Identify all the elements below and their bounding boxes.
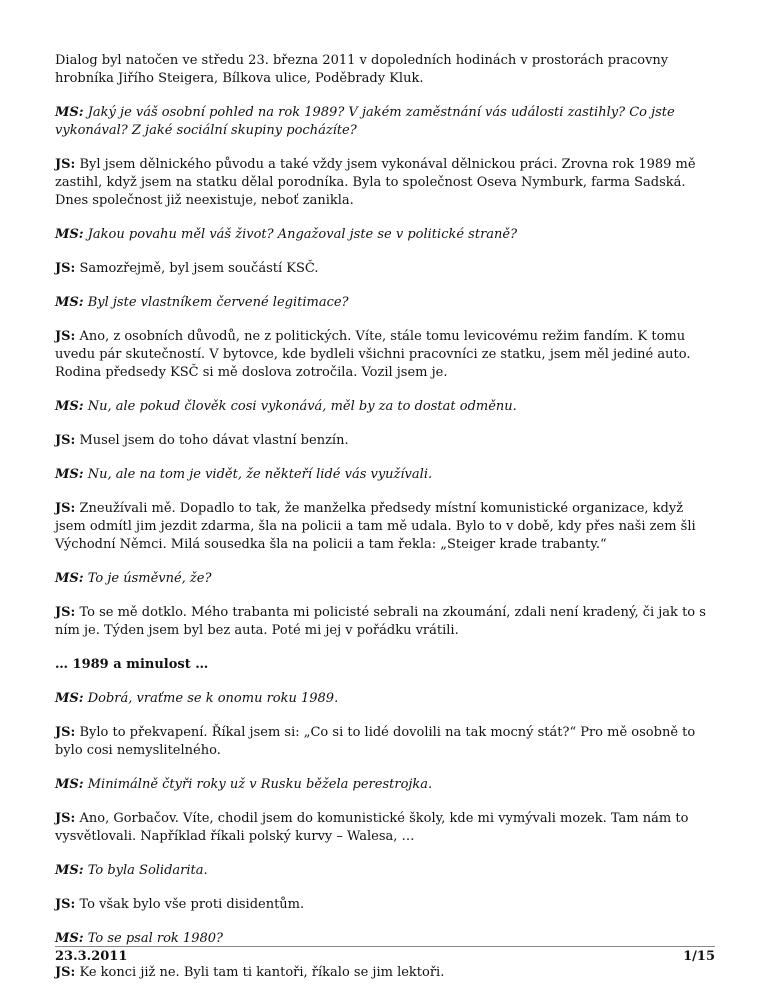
section-heading: … 1989 a minulost … bbox=[55, 657, 209, 672]
answer-text: To se mě dotklo. Mého trabanta mi policisté sebrali na zkoumání, zdali není kradený, či jak to s ním je. Týden jsem byl bez auta. Poté mi jej v pořádku vrátili. bbox=[55, 605, 706, 638]
answer-paragraph bbox=[55, 810, 715, 846]
speaker-label: JS: bbox=[55, 157, 76, 172]
speaker-label: MS: bbox=[55, 227, 84, 242]
intro-paragraph: Dialog byl natočen ve středu 23. března 2011 v dopoledních hodinách v prostorách pracovny hrobníka Jiřího Steigera, Bílkova ulice, Poděbrady Kluk. bbox=[55, 53, 669, 86]
question-paragraph bbox=[55, 294, 715, 312]
footer-date: 23.3.2011 bbox=[55, 949, 128, 964]
answer-paragraph bbox=[55, 964, 715, 982]
footer-divider bbox=[55, 946, 715, 947]
answer-paragraph bbox=[55, 724, 715, 760]
answer-text: Samozřejmě, byl jsem součástí KSČ. bbox=[79, 261, 319, 276]
question-text: Jaký je váš osobní pohled na rok 1989? V jakém zaměstnání vás události zastihly? Co jste vykonával? Z jaké sociální skupiny pocházíte? bbox=[55, 105, 675, 138]
question-paragraph bbox=[55, 690, 715, 708]
question-paragraph bbox=[55, 104, 715, 140]
answer-paragraph bbox=[55, 432, 715, 450]
answer-paragraph bbox=[55, 156, 715, 210]
speaker-label: MS: bbox=[55, 691, 84, 706]
speaker-label: JS: bbox=[55, 811, 76, 826]
question-text: Byl jste vlastníkem červené legitimace? bbox=[87, 295, 349, 310]
question-text: To se psal rok 1980? bbox=[87, 931, 223, 946]
document-body bbox=[55, 52, 715, 998]
speaker-label: MS: bbox=[55, 931, 84, 946]
question-paragraph bbox=[55, 776, 715, 794]
question-paragraph bbox=[55, 398, 715, 416]
question-text: To je úsměvné, že? bbox=[87, 571, 212, 586]
speaker-label: JS: bbox=[55, 261, 76, 276]
page-number: 1/15 bbox=[683, 949, 715, 964]
speaker-label: JS: bbox=[55, 725, 76, 740]
speaker-label: JS: bbox=[55, 897, 76, 912]
question-text: Minimálně čtyři roky už v Rusku běžela perestrojka. bbox=[87, 777, 433, 792]
answer-text: Byl jsem dělnického původu a také vždy jsem vykonával dělnickou práci. Zrovna rok 1989 mě zastihl, když jsem na statku dělal porodníka. Byla to společnost Oseva Nymburk, farma Sadská. Dnes společnost již neexistuje, neboť zanikla. bbox=[55, 157, 696, 208]
answer-text: Ano, Gorbačov. Víte, chodil jsem do komunistické školy, kde mi vymývali mozek. Tam nám to vysvětlovali. Například říkali polský kurvy – Walesa, … bbox=[55, 811, 689, 844]
question-paragraph bbox=[55, 466, 715, 484]
answer-text: Zneužívali mě. Dopadlo to tak, že manželka předsedy místní komunistické organizace, když jsem odmítl jim jezdit zdarma, šla na policii a tam mě udala. Bylo to v době, kdy přes naši zem šli Východní Němci. Milá sousedka šla na policii a tam řekla: „Steiger krade trabanty.“ bbox=[55, 501, 696, 552]
answer-paragraph bbox=[55, 604, 715, 640]
answer-text: Musel jsem do toho dávat vlastní benzín. bbox=[79, 433, 349, 448]
question-text: To byla Solidarita. bbox=[87, 863, 208, 878]
answer-paragraph bbox=[55, 896, 715, 914]
speaker-label: MS: bbox=[55, 105, 84, 120]
question-paragraph bbox=[55, 862, 715, 880]
answer-paragraph bbox=[55, 260, 715, 278]
question-text: Dobrá, vraťme se k onomu roku 1989. bbox=[87, 691, 339, 706]
question-text: Nu, ale na tom je vidět, že někteří lidé vás využívali. bbox=[87, 467, 433, 482]
answer-text: To však bylo vše proti disidentům. bbox=[79, 897, 305, 912]
speaker-label: MS: bbox=[55, 295, 84, 310]
answer-text: Ano, z osobních důvodů, ne z politických. Víte, stále tomu levicovému režim fandím. K tomu uvedu pár skutečností. V bytovce, kde bydleli všichni pracovníci ze statku, jsem měl jediné auto. Rodina předsedy KSČ si mě doslova zotročila. Vozil jsem je. bbox=[55, 329, 691, 380]
answer-text: Ke konci již ne. Byli tam ti kantoři, říkalo se jim lektoři. bbox=[79, 965, 445, 980]
answer-paragraph bbox=[55, 500, 715, 554]
speaker-label: MS: bbox=[55, 863, 84, 878]
question-text: Nu, ale pokud člověk cosi vykonává, měl by za to dostat odměnu. bbox=[87, 399, 517, 414]
speaker-label: MS: bbox=[55, 571, 84, 586]
speaker-label: JS: bbox=[55, 433, 76, 448]
speaker-label: MS: bbox=[55, 399, 84, 414]
speaker-label: MS: bbox=[55, 777, 84, 792]
question-paragraph bbox=[55, 226, 715, 244]
question-text: Jakou povahu měl váš život? Angažoval jste se v politické straně? bbox=[87, 227, 518, 242]
answer-paragraph bbox=[55, 328, 715, 382]
speaker-label: JS: bbox=[55, 605, 76, 620]
speaker-label: JS: bbox=[55, 965, 76, 980]
question-paragraph bbox=[55, 570, 715, 588]
speaker-label: JS: bbox=[55, 329, 76, 344]
answer-text: Bylo to překvapení. Říkal jsem si: „Co si to lidé dovolili na tak mocný stát?“ Pro mě osobně to bylo cosi nemyslitelného. bbox=[55, 725, 696, 758]
speaker-label: MS: bbox=[55, 467, 84, 482]
speaker-label: JS: bbox=[55, 501, 76, 516]
